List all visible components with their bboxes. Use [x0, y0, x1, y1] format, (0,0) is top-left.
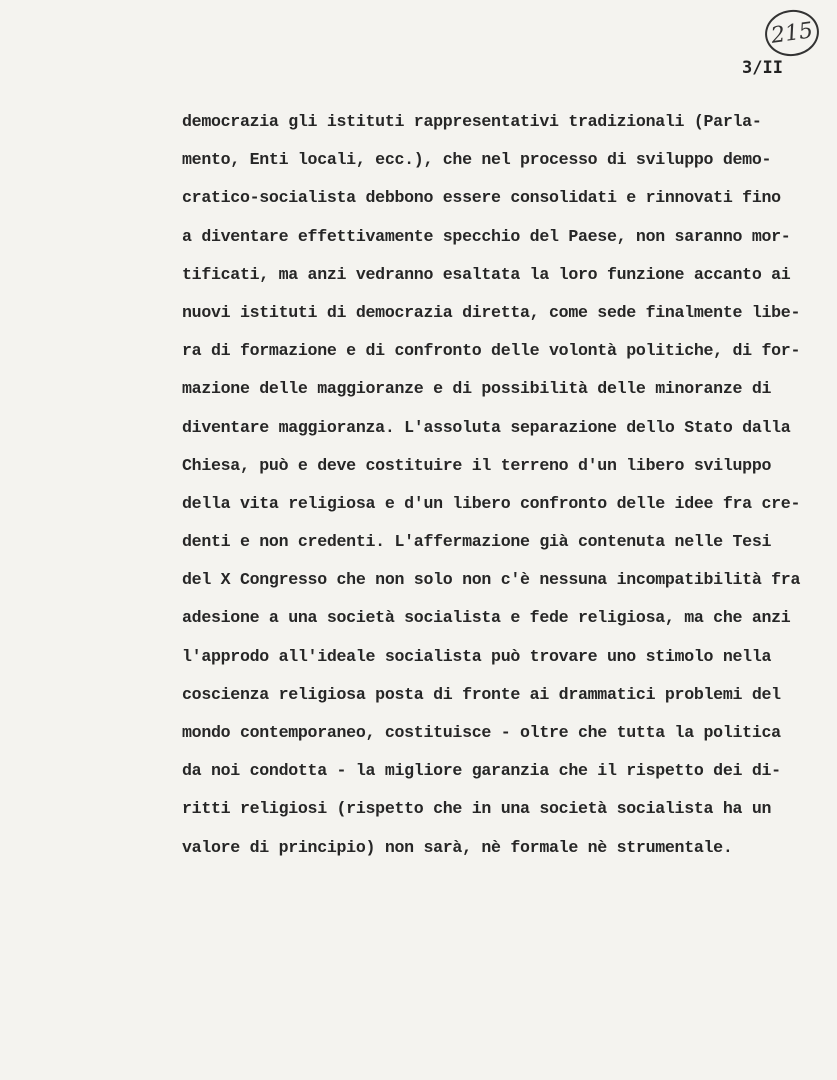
text-line: democrazia gli istituti rappresentativi tradizionali (Parla-: [182, 112, 762, 131]
text-line: tificati, ma anzi vedranno esaltata la loro funzione accanto ai: [182, 264, 791, 284]
page-number: 3/II: [742, 58, 783, 78]
text-line: a diventare effettivamente specchio del Paese, non saranno mor-: [182, 226, 791, 246]
body-text: [182, 103, 822, 867]
text-line: mento, Enti locali, ecc.), che nel processo di sviluppo demo-: [182, 150, 772, 170]
text-line: coscienza religiosa posta di fronte ai drammatici problemi del: [182, 684, 781, 704]
text-line: della vita religiosa e d'un libero confronto delle idee fra cre-: [182, 493, 801, 513]
text-line: mondo contemporaneo, costituisce - oltre che tutta la politica: [182, 723, 781, 742]
text-line: cratico-socialista debbono essere consolidati e rinnovati fino: [182, 188, 781, 208]
page-stamp: 215: [762, 6, 822, 59]
text-line: nuovi istituti di democrazia diretta, come sede finalmente libe-: [182, 302, 801, 322]
text-line: Chiesa, può e deve costituire il terreno d'un libero sviluppo: [182, 455, 772, 475]
text-line: da noi condotta - la migliore garanzia che il rispetto dei di-: [182, 761, 781, 781]
text-line: ritti religiosi (rispetto che in una società socialista ha un: [182, 799, 772, 819]
text-line: l'approdo all'ideale socialista può trovare uno stimolo nella: [182, 646, 772, 666]
text-line: diventare maggioranza. L'assoluta separazione dello Stato dalla: [182, 417, 791, 437]
text-line: del X Congresso che non solo non c'è nessuna incompatibilità fra: [182, 570, 801, 590]
text-line: adesione a una società socialista e fede religiosa, ma che anzi: [182, 608, 791, 628]
text-line: valore di principio) non sarà, nè formale nè strumentale.: [182, 837, 733, 857]
text-line: ra di formazione e di confronto delle volontà politiche, di for-: [182, 341, 801, 361]
text-line: denti e non credenti. L'affermazione già contenuta nelle Tesi: [182, 532, 772, 552]
text-line: mazione delle maggioranze e di possibilità delle minoranze di: [182, 379, 772, 399]
